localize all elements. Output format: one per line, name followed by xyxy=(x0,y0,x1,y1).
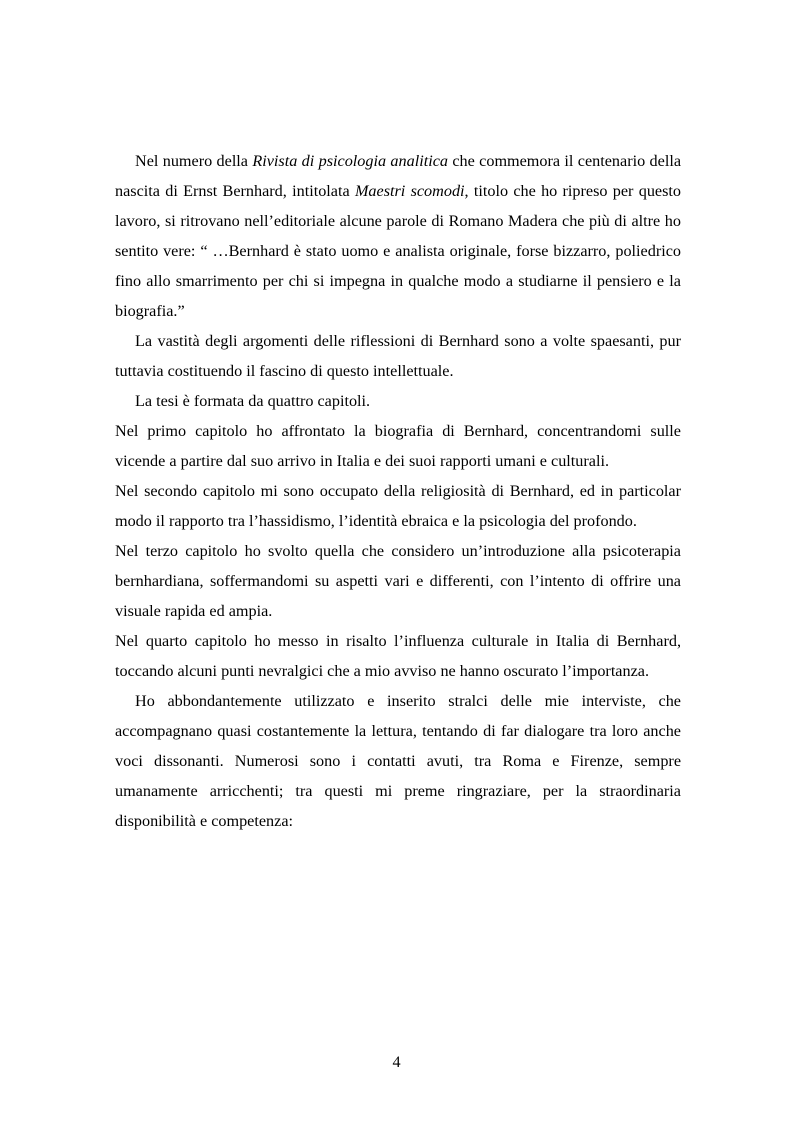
paragraph-text: La vastità degli argomenti delle riflessioni di Bernhard sono a volte spaesanti, pur tuttavia costituendo il fascino di questo intellettuale. xyxy=(115,332,681,380)
paragraph-text: che commemora il centenario della nascita di Ernst Bernhard, intitolata xyxy=(115,152,682,200)
italic-title: Maestri scomodi xyxy=(354,182,465,200)
page-number: 4 xyxy=(392,1053,401,1071)
paragraph xyxy=(115,146,681,326)
paragraph-text: Ho abbondantemente utilizzato e inserito stralci delle mie interviste, che accompagnano quasi costantemente la lettura, tentando di far dialogare tra loro anche voci dissonanti. Numerosi sono i contatti avuti, tra Roma e Firenze, sempre umanamente arricchenti; tra questi mi preme ringraziare, per la straordinaria disponibilità e competenza: xyxy=(115,692,681,830)
paragraph xyxy=(115,626,681,686)
body-text xyxy=(115,146,681,836)
paragraph-text: Nel primo capitolo ho affrontato la biografia di Bernhard, concentrandomi sulle vicende a partire dal suo arrivo in Italia e dei suoi rapporti umani e culturali. xyxy=(115,422,681,470)
paragraph-text: La tesi è formata da quattro capitoli. xyxy=(135,392,371,410)
paragraph xyxy=(115,476,681,536)
italic-title: Rivista di psicologia analitica xyxy=(252,152,448,170)
paragraph-text: Nel numero della xyxy=(135,152,253,170)
paragraph xyxy=(115,326,681,386)
paragraph-text: Nel terzo capitolo ho svolto quella che considero un’introduzione alla psicoterapia bernhardiana, soffermandomi su aspetti vari e differenti, con l’intento di offrire una visuale rapida ed ampia. xyxy=(115,542,681,620)
paragraph-text: Nel quarto capitolo ho messo in risalto l’influenza culturale in Italia di Bernhard, toccando alcuni punti nevralgici che a mio avviso ne hanno oscurato l’importanza. xyxy=(115,632,681,680)
paragraph-text: , titolo che ho ripreso per questo lavoro, si ritrovano nell’editoriale alcune parole di Romano Madera che più di altre ho sentito vere: “ …Bernhard è stato uomo e analista originale, forse bizzarro, poliedrico fino allo smarrimento per chi si impegna in qualche modo a studiarne il pensiero e la biografia.” xyxy=(115,182,681,320)
paragraph xyxy=(115,686,681,836)
paragraph xyxy=(115,416,681,476)
paragraph xyxy=(115,536,681,626)
paragraph xyxy=(115,386,681,416)
paragraph-text: Nel secondo capitolo mi sono occupato della religiosità di Bernhard, ed in particolar modo il rapporto tra l’hassidismo, l’identità ebraica e la psicologia del profondo. xyxy=(115,482,681,530)
